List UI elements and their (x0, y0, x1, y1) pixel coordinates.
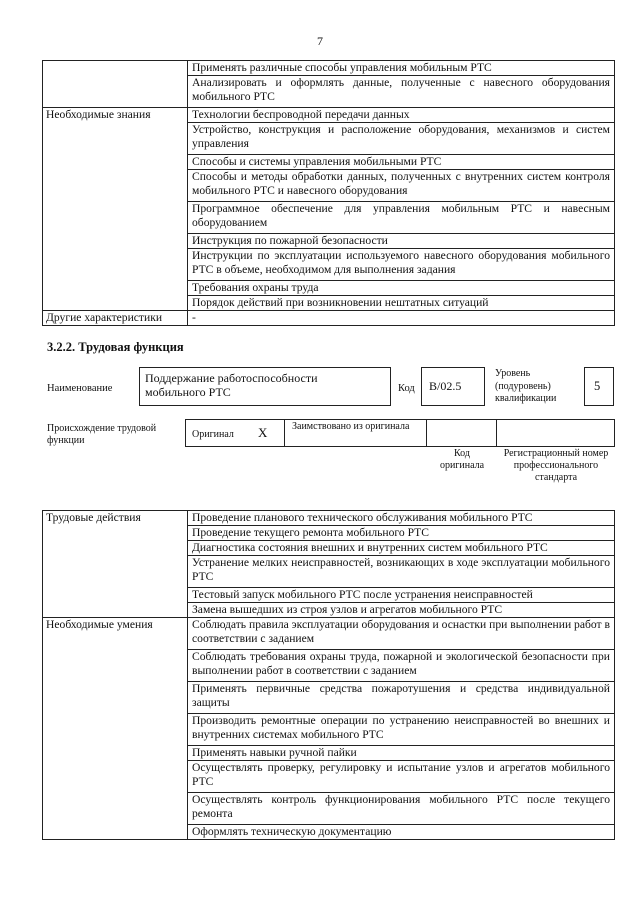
table-row: Производить ремонтные операции по устранению неисправностей во внешних и внутренних системах мобильного РТС (188, 714, 615, 746)
table-row: Соблюдать требования охраны труда, пожарной и экологической безопасности при выполнении работ в соответствии с заданием (188, 650, 615, 682)
code-value: B/02.5 (429, 379, 462, 393)
section-title: 3.2.2. Трудовая функция (47, 340, 184, 354)
table-row: Технологии беспроводной передачи данных (188, 108, 615, 123)
code-label: Код (398, 383, 415, 394)
other-value: - (188, 311, 615, 326)
table-row: Устранение мелких неисправностей, возникающих в ходе эксплуатации мобильного РТС (188, 556, 615, 588)
table-row: Тестовый запуск мобильного РТС после устранения неисправностей (188, 588, 615, 603)
blank-label-cell (43, 61, 188, 108)
knowledge-table (42, 60, 615, 326)
origin-label: Происхождение трудовой функции (47, 423, 157, 446)
page-number: 7 (317, 34, 323, 48)
table-row: Требования охраны труда (188, 281, 615, 296)
table-row: Осуществлять проверку, регулировку и испытание узлов и агрегатов мобильного РТС (188, 761, 615, 793)
table-row: Способы и системы управления мобильными РТС (188, 155, 615, 170)
table-row: Проведение текущего ремонта мобильного РТС (188, 526, 615, 541)
table-row: Программное обеспечение для управления мобильным РТС и навесным оборудованием (188, 202, 615, 234)
table-row: Замена вышедших из строя узлов и агрегатов мобильного РТС (188, 603, 615, 618)
other-label: Другие характеристики (43, 311, 188, 326)
table-row: Применять первичные средства пожаротушения и средства индивидуальной защиты (188, 682, 615, 714)
name-label: Наименование (47, 383, 113, 394)
skills-label: Необходимые умения (43, 618, 188, 840)
knowledge-label: Необходимые знания (43, 108, 188, 311)
borrowed-label: Заимствовано из оригинала (292, 421, 410, 432)
origin-divider-3 (427, 419, 497, 447)
table-row: Способы и методы обработки данных, полученных с внутренних систем контроля мобильного РТС и навесного оборудования (188, 170, 615, 202)
table-row: Порядок действий при возникновении нештатных ситуаций (188, 296, 615, 311)
original-mark: X (258, 425, 268, 440)
code-caption: Код оригинала (439, 448, 485, 471)
name-value: Поддержание работоспособности мобильного РТС (145, 371, 318, 399)
reg-caption: Регистрационный номер профессионального стандарта (503, 448, 609, 483)
table-row: Оформлять техническую документацию (188, 825, 615, 840)
table-row: Применять навыки ручной пайки (188, 746, 615, 761)
level-value: 5 (594, 379, 601, 393)
table-row: Соблюдать правила эксплуатации оборудования и оснастки при выполнении работ в соответствии с заданием (188, 618, 615, 650)
table-row: Применять различные способы управления мобильным РТС (188, 61, 615, 76)
table-row: Инструкции по эксплуатации используемого навесного оборудования мобильного РТС в объеме, необходимом для выполнения задания (188, 249, 615, 281)
table-row: Устройство, конструкция и расположение оборудования, механизмов и систем управления (188, 123, 615, 155)
function-table (42, 510, 615, 840)
table-row: Проведение планового технического обслуживания мобильного РТС (188, 511, 615, 526)
original-label: Оригинал (192, 429, 234, 440)
table-row: Инструкция по пожарной безопасности (188, 234, 615, 249)
actions-label: Трудовые действия (43, 511, 188, 618)
table-row: Осуществлять контроль функционирования мобильного РТС после текущего ремонта (188, 793, 615, 825)
table-row: Диагностика состояния внешних и внутренних систем мобильного РТС (188, 541, 615, 556)
table-row: Анализировать и оформлять данные, полученные с навесного оборудования мобильного РТС (188, 76, 615, 108)
level-label: Уровень (подуровень) квалификации (495, 368, 557, 404)
